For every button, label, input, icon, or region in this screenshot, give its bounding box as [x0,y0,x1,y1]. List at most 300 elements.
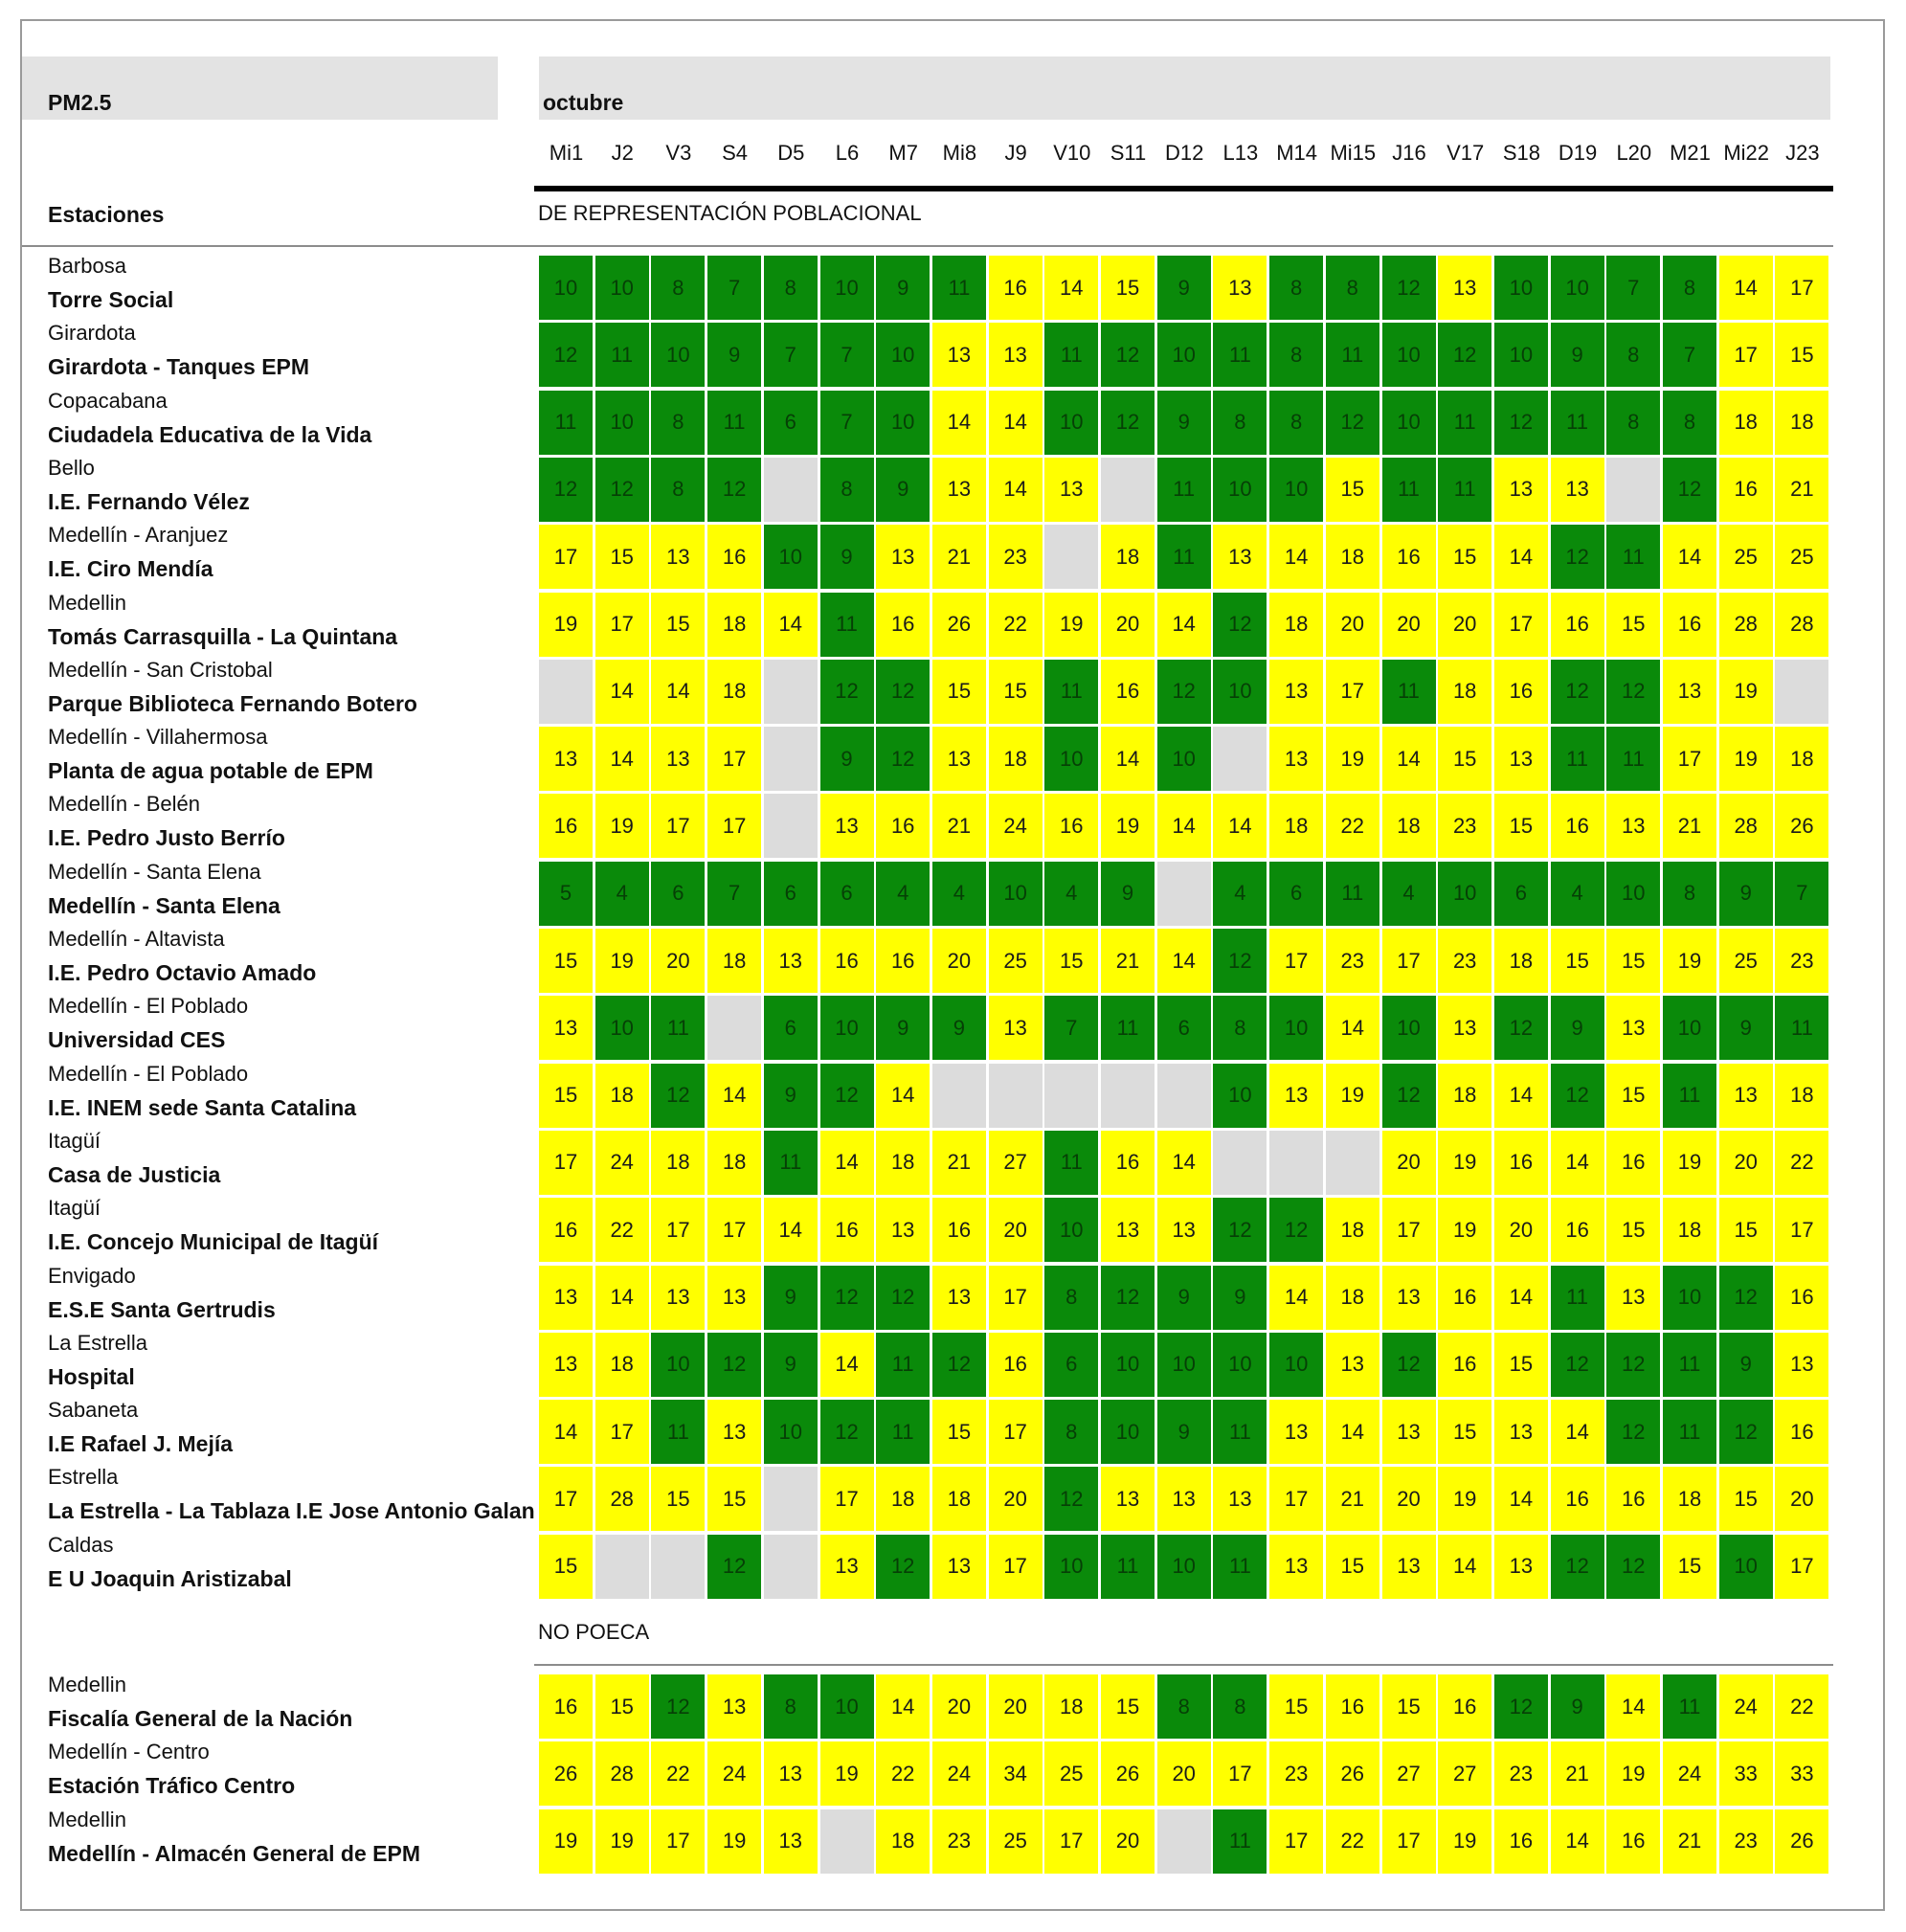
value-cell: 17 [1382,929,1436,993]
value-cell: 14 [876,1674,930,1739]
value-cell: 16 [1775,1400,1828,1464]
value-cell: 6 [1269,862,1323,926]
station-name: E U Joaquin Aristizabal [48,1565,292,1591]
station-location: Medellín - El Poblado [48,1061,249,1086]
value-cell: 13 [539,727,593,791]
value-cell: 8 [820,458,874,522]
header-rule [534,186,1833,191]
value-cell: 12 [876,1266,930,1330]
value-cell: 18 [1326,1266,1379,1330]
value-cell: 28 [1775,593,1828,657]
value-cell: 12 [1101,323,1155,387]
value-cell: 19 [1719,727,1773,791]
value-cell: 11 [820,593,874,657]
section-rule [22,245,1833,247]
value-cell: 9 [876,996,930,1060]
value-cell: 20 [1326,593,1379,657]
value-cell: 14 [1326,1400,1379,1464]
value-cell: 9 [1157,1400,1211,1464]
value-cell: 9 [764,1064,818,1128]
value-cell: 15 [1663,1535,1716,1599]
value-cell: 4 [1382,862,1436,926]
value-cell: 17 [539,1131,593,1195]
value-cell: 15 [1551,929,1604,993]
value-cell: 13 [651,525,705,589]
value-cell: 14 [1213,794,1267,858]
value-cell: 12 [1382,1333,1436,1397]
station-location: Itagüí [48,1196,101,1221]
value-cell: 13 [1551,458,1604,522]
value-cell: 4 [932,862,986,926]
value-cell: 13 [1719,1064,1773,1128]
station-location: Medellín - Belén [48,792,200,817]
value-cell: 19 [1044,593,1098,657]
value-cell: 13 [1044,458,1098,522]
value-cell: 20 [1382,593,1436,657]
value-cell: 13 [764,929,818,993]
value-cell: 16 [1438,1333,1491,1397]
value-cell: 11 [876,1400,930,1464]
value-cell: 17 [1382,1198,1436,1262]
value-cell: 12 [707,1535,761,1599]
value-cell: 15 [1719,1198,1773,1262]
value-cell: 16 [1606,1467,1660,1531]
value-cell: 16 [1663,593,1716,657]
station-name: Universidad CES [48,1027,226,1053]
station-location: Medellin [48,1673,126,1696]
value-cell: 12 [1326,391,1379,455]
value-cell: 6 [1044,1333,1098,1397]
value-cell: 10 [1663,1266,1716,1330]
value-cell: 21 [1663,1809,1716,1874]
value-cell: 10 [1438,862,1491,926]
value-cell: 14 [1326,996,1379,1060]
value-cell: 10 [1382,391,1436,455]
value-cell: 18 [595,1064,649,1128]
value-cell [932,1064,986,1128]
value-cell: 17 [1269,929,1323,993]
value-cell: 11 [1551,727,1604,791]
value-cell: 17 [707,794,761,858]
value-cell: 26 [932,593,986,657]
value-cell: 19 [1663,929,1716,993]
value-cell: 10 [1044,391,1098,455]
value-cell: 14 [1494,525,1548,589]
value-cell: 15 [595,525,649,589]
value-cell: 24 [989,794,1043,858]
value-cell: 13 [1494,1535,1548,1599]
value-cell: 13 [1157,1467,1211,1531]
value-cell: 8 [1213,1674,1267,1739]
value-cell: 10 [1382,323,1436,387]
value-cell: 23 [1269,1741,1323,1806]
value-cell: 16 [989,256,1043,320]
value-cell: 18 [1663,1467,1716,1531]
value-cell: 8 [1044,1266,1098,1330]
value-cell: 13 [1438,256,1491,320]
value-cell: 12 [1719,1266,1773,1330]
value-cell: 12 [1551,525,1604,589]
value-cell [1044,1064,1098,1128]
value-cell: 14 [1494,1266,1548,1330]
value-cell: 18 [707,1131,761,1195]
day-header-cell: S11 [1110,141,1147,165]
value-cell: 13 [1101,1198,1155,1262]
value-cell: 20 [989,1674,1043,1739]
value-cell: 14 [707,1064,761,1128]
value-cell: 16 [820,929,874,993]
value-cell: 28 [595,1741,649,1806]
station-location: Medellín - Villahermosa [48,725,268,750]
value-cell: 19 [595,929,649,993]
value-cell: 21 [932,525,986,589]
value-cell: 11 [1044,1131,1098,1195]
value-cell: 15 [1101,1674,1155,1739]
value-cell: 33 [1719,1741,1773,1806]
value-cell: 21 [1663,794,1716,858]
section-rule [534,1664,1833,1666]
value-cell: 13 [876,1198,930,1262]
station-location: Medellin [48,1807,126,1831]
value-cell: 18 [1775,391,1828,455]
value-cell: 21 [1551,1741,1604,1806]
value-cell [651,1535,705,1599]
value-cell: 13 [1269,727,1323,791]
value-cell: 27 [989,1131,1043,1195]
value-cell [1213,1131,1267,1195]
value-cell: 10 [1663,996,1716,1060]
value-cell: 10 [1044,1198,1098,1262]
day-header-cell: M21 [1670,141,1711,165]
value-cell: 15 [1606,1198,1660,1262]
value-cell: 11 [1157,458,1211,522]
value-cell: 12 [876,660,930,724]
value-cell: 7 [1606,256,1660,320]
value-cell: 9 [1551,323,1604,387]
value-cell: 9 [820,525,874,589]
value-cell: 12 [1382,256,1436,320]
value-cell: 23 [1775,929,1828,993]
station-location: Barbosa [48,254,126,278]
value-cell: 19 [1438,1809,1491,1874]
value-cell: 19 [1326,1064,1379,1128]
value-cell: 13 [764,1809,818,1874]
value-cell: 33 [1775,1741,1828,1806]
value-cell: 12 [1663,458,1716,522]
station-name: Casa de Justicia [48,1161,221,1187]
value-cell: 20 [1382,1467,1436,1531]
value-cell: 10 [1213,458,1267,522]
value-cell: 13 [707,1674,761,1739]
value-cell: 8 [1157,1674,1211,1739]
value-cell: 13 [707,1266,761,1330]
value-cell: 10 [876,323,930,387]
value-cell: 12 [1551,1333,1604,1397]
value-cell: 13 [1269,1064,1323,1128]
value-cell: 20 [1101,1809,1155,1874]
section-title: NO POECA [538,1620,650,1644]
value-cell: 14 [989,458,1043,522]
value-cell: 10 [1551,256,1604,320]
day-header-cell: Mi22 [1723,141,1770,165]
value-cell: 11 [876,1333,930,1397]
value-cell: 26 [539,1741,593,1806]
value-cell: 8 [1044,1400,1098,1464]
value-cell: 25 [989,929,1043,993]
station-name: Fiscalía General de la Nación [48,1706,353,1731]
value-cell: 11 [1101,996,1155,1060]
value-cell: 15 [1044,929,1098,993]
value-cell [989,1064,1043,1128]
value-cell [764,727,818,791]
value-cell: 10 [1157,727,1211,791]
value-cell: 15 [1438,727,1491,791]
value-cell: 18 [651,1131,705,1195]
value-cell: 9 [1157,391,1211,455]
value-cell: 9 [820,727,874,791]
value-cell: 14 [539,1400,593,1464]
value-cell: 23 [1719,1809,1773,1874]
value-cell: 18 [876,1131,930,1195]
value-cell: 6 [1157,996,1211,1060]
value-cell: 11 [1775,996,1828,1060]
value-cell: 12 [1101,391,1155,455]
value-cell [1213,727,1267,791]
value-cell: 16 [876,929,930,993]
value-cell: 8 [1663,391,1716,455]
value-cell: 9 [1719,1333,1773,1397]
value-cell: 17 [539,525,593,589]
value-cell: 18 [1663,1198,1716,1262]
day-header-cell: V17 [1446,141,1485,165]
value-cell: 12 [1157,660,1211,724]
value-cell: 13 [1494,727,1548,791]
value-cell: 12 [1494,391,1548,455]
value-cell: 20 [1719,1131,1773,1195]
value-cell: 10 [820,996,874,1060]
value-cell: 13 [932,1266,986,1330]
value-cell: 10 [1157,1333,1211,1397]
value-cell: 15 [1606,593,1660,657]
value-cell: 14 [595,1266,649,1330]
value-cell: 11 [1044,660,1098,724]
value-cell: 12 [651,1674,705,1739]
value-cell: 8 [764,1674,818,1739]
value-cell: 10 [539,256,593,320]
value-cell: 18 [1775,1064,1828,1128]
value-cell: 18 [1269,794,1323,858]
value-cell: 8 [1663,256,1716,320]
value-cell: 13 [989,996,1043,1060]
value-cell: 18 [707,660,761,724]
value-cell: 6 [764,862,818,926]
value-cell: 10 [1213,660,1267,724]
value-cell: 17 [1719,323,1773,387]
station-location: Medellín - Santa Elena [48,859,261,884]
value-cell: 12 [1551,660,1604,724]
value-cell: 23 [1494,1741,1548,1806]
value-cell: 14 [932,391,986,455]
day-header-cell: L13 [1222,141,1259,165]
value-cell: 8 [651,458,705,522]
value-cell: 20 [1157,1741,1211,1806]
value-cell: 26 [1101,1741,1155,1806]
value-cell: 11 [1606,727,1660,791]
day-header-cell: S4 [722,141,749,165]
value-cell: 19 [595,794,649,858]
value-cell: 12 [1494,996,1548,1060]
value-cell: 6 [764,391,818,455]
value-cell: 10 [820,256,874,320]
value-cell: 13 [1606,1266,1660,1330]
value-cell: 12 [820,1400,874,1464]
value-cell: 16 [539,794,593,858]
value-cell: 18 [1101,525,1155,589]
value-cell: 16 [539,1198,593,1262]
value-cell: 6 [820,862,874,926]
value-cell: 10 [1382,996,1436,1060]
value-cell: 12 [1719,1400,1773,1464]
pollutant-label: PM2.5 [48,90,112,115]
value-cell: 11 [651,996,705,1060]
value-cell: 6 [1494,862,1548,926]
value-cell: 7 [820,323,874,387]
value-cell: 8 [764,256,818,320]
value-cell: 28 [1719,794,1773,858]
section-title: DE REPRESENTACIÓN POBLACIONAL [538,201,922,225]
value-cell: 11 [1213,1809,1267,1874]
value-cell: 16 [1101,660,1155,724]
value-cell: 8 [651,256,705,320]
value-cell: 5 [539,862,593,926]
value-cell: 12 [876,1535,930,1599]
value-cell: 13 [932,1535,986,1599]
value-cell: 16 [1382,525,1436,589]
value-cell: 11 [1213,1535,1267,1599]
value-cell: 22 [1326,794,1379,858]
value-cell: 12 [1438,323,1491,387]
value-cell [595,1535,649,1599]
value-cell: 11 [1663,1064,1716,1128]
value-cell: 18 [1269,593,1323,657]
value-cell: 13 [539,996,593,1060]
value-cell: 17 [1326,660,1379,724]
value-cell: 10 [651,1333,705,1397]
value-cell: 10 [876,391,930,455]
value-cell: 10 [595,996,649,1060]
value-cell: 14 [1382,727,1436,791]
value-cell: 17 [707,1198,761,1262]
value-cell: 19 [820,1741,874,1806]
day-header-cell: D19 [1558,141,1598,165]
value-cell: 15 [539,1064,593,1128]
value-cell: 28 [595,1467,649,1531]
station-name: Tomás Carrasquilla - La Quintana [48,623,398,649]
value-cell: 10 [1606,862,1660,926]
value-cell: 15 [1606,1064,1660,1128]
value-cell: 10 [764,525,818,589]
value-cell: 22 [595,1198,649,1262]
value-cell: 13 [989,323,1043,387]
value-cell: 27 [1382,1741,1436,1806]
value-cell: 19 [707,1809,761,1874]
value-cell: 25 [1719,525,1773,589]
value-cell: 15 [595,1674,649,1739]
value-cell: 10 [1494,256,1548,320]
value-cell: 13 [1101,1467,1155,1531]
value-cell: 11 [1551,391,1604,455]
value-cell: 9 [876,256,930,320]
value-cell: 8 [1269,391,1323,455]
value-cell: 14 [1551,1400,1604,1464]
value-cell: 16 [1438,1674,1491,1739]
day-header-cell: D5 [777,141,805,165]
value-cell: 14 [1494,1064,1548,1128]
value-cell: 12 [1213,929,1267,993]
value-cell: 11 [1326,323,1379,387]
value-cell: 20 [1101,593,1155,657]
day-header-cell: V3 [665,141,692,165]
value-cell: 13 [1213,525,1267,589]
value-cell: 12 [1551,1535,1604,1599]
value-cell: 10 [764,1400,818,1464]
value-cell: 12 [1213,593,1267,657]
value-cell: 6 [651,862,705,926]
value-cell: 11 [1044,323,1098,387]
value-cell: 4 [1213,862,1267,926]
value-cell: 17 [989,1400,1043,1464]
value-cell: 13 [764,1741,818,1806]
value-cell: 14 [1157,593,1211,657]
value-cell: 12 [1494,1674,1548,1739]
value-cell: 10 [1213,1333,1267,1397]
value-cell: 16 [876,794,930,858]
value-cell [764,458,818,522]
value-cell: 11 [1382,660,1436,724]
day-header-cell: J2 [611,141,634,165]
value-cell: 16 [820,1198,874,1262]
value-cell: 14 [1719,256,1773,320]
value-cell: 11 [1663,1400,1716,1464]
value-cell: 14 [1438,1535,1491,1599]
value-cell: 16 [1551,1198,1604,1262]
value-cell: 9 [876,458,930,522]
station-name: Parque Biblioteca Fernando Botero [48,690,417,716]
value-cell: 13 [539,1266,593,1330]
value-cell: 16 [1606,1131,1660,1195]
station-name: Estación Tráfico Centro [48,1773,296,1799]
value-cell: 4 [1044,862,1098,926]
stations-label: Estaciones [48,202,165,227]
value-cell: 13 [1326,1333,1379,1397]
station-name: I.E. Ciro Mendía [48,556,213,582]
value-cell: 17 [1269,1809,1323,1874]
value-cell: 13 [1269,660,1323,724]
station-name: Torre Social [48,287,174,312]
value-cell: 9 [1719,996,1773,1060]
value-cell: 16 [1775,1266,1828,1330]
value-cell: 14 [820,1333,874,1397]
value-cell: 11 [651,1400,705,1464]
value-cell: 15 [1606,929,1660,993]
value-cell: 19 [1101,794,1155,858]
value-cell: 11 [1663,1333,1716,1397]
value-cell: 22 [651,1741,705,1806]
day-header-cell: J16 [1392,141,1426,165]
value-cell: 19 [1438,1131,1491,1195]
value-cell: 19 [1719,660,1773,724]
value-cell: 14 [595,727,649,791]
